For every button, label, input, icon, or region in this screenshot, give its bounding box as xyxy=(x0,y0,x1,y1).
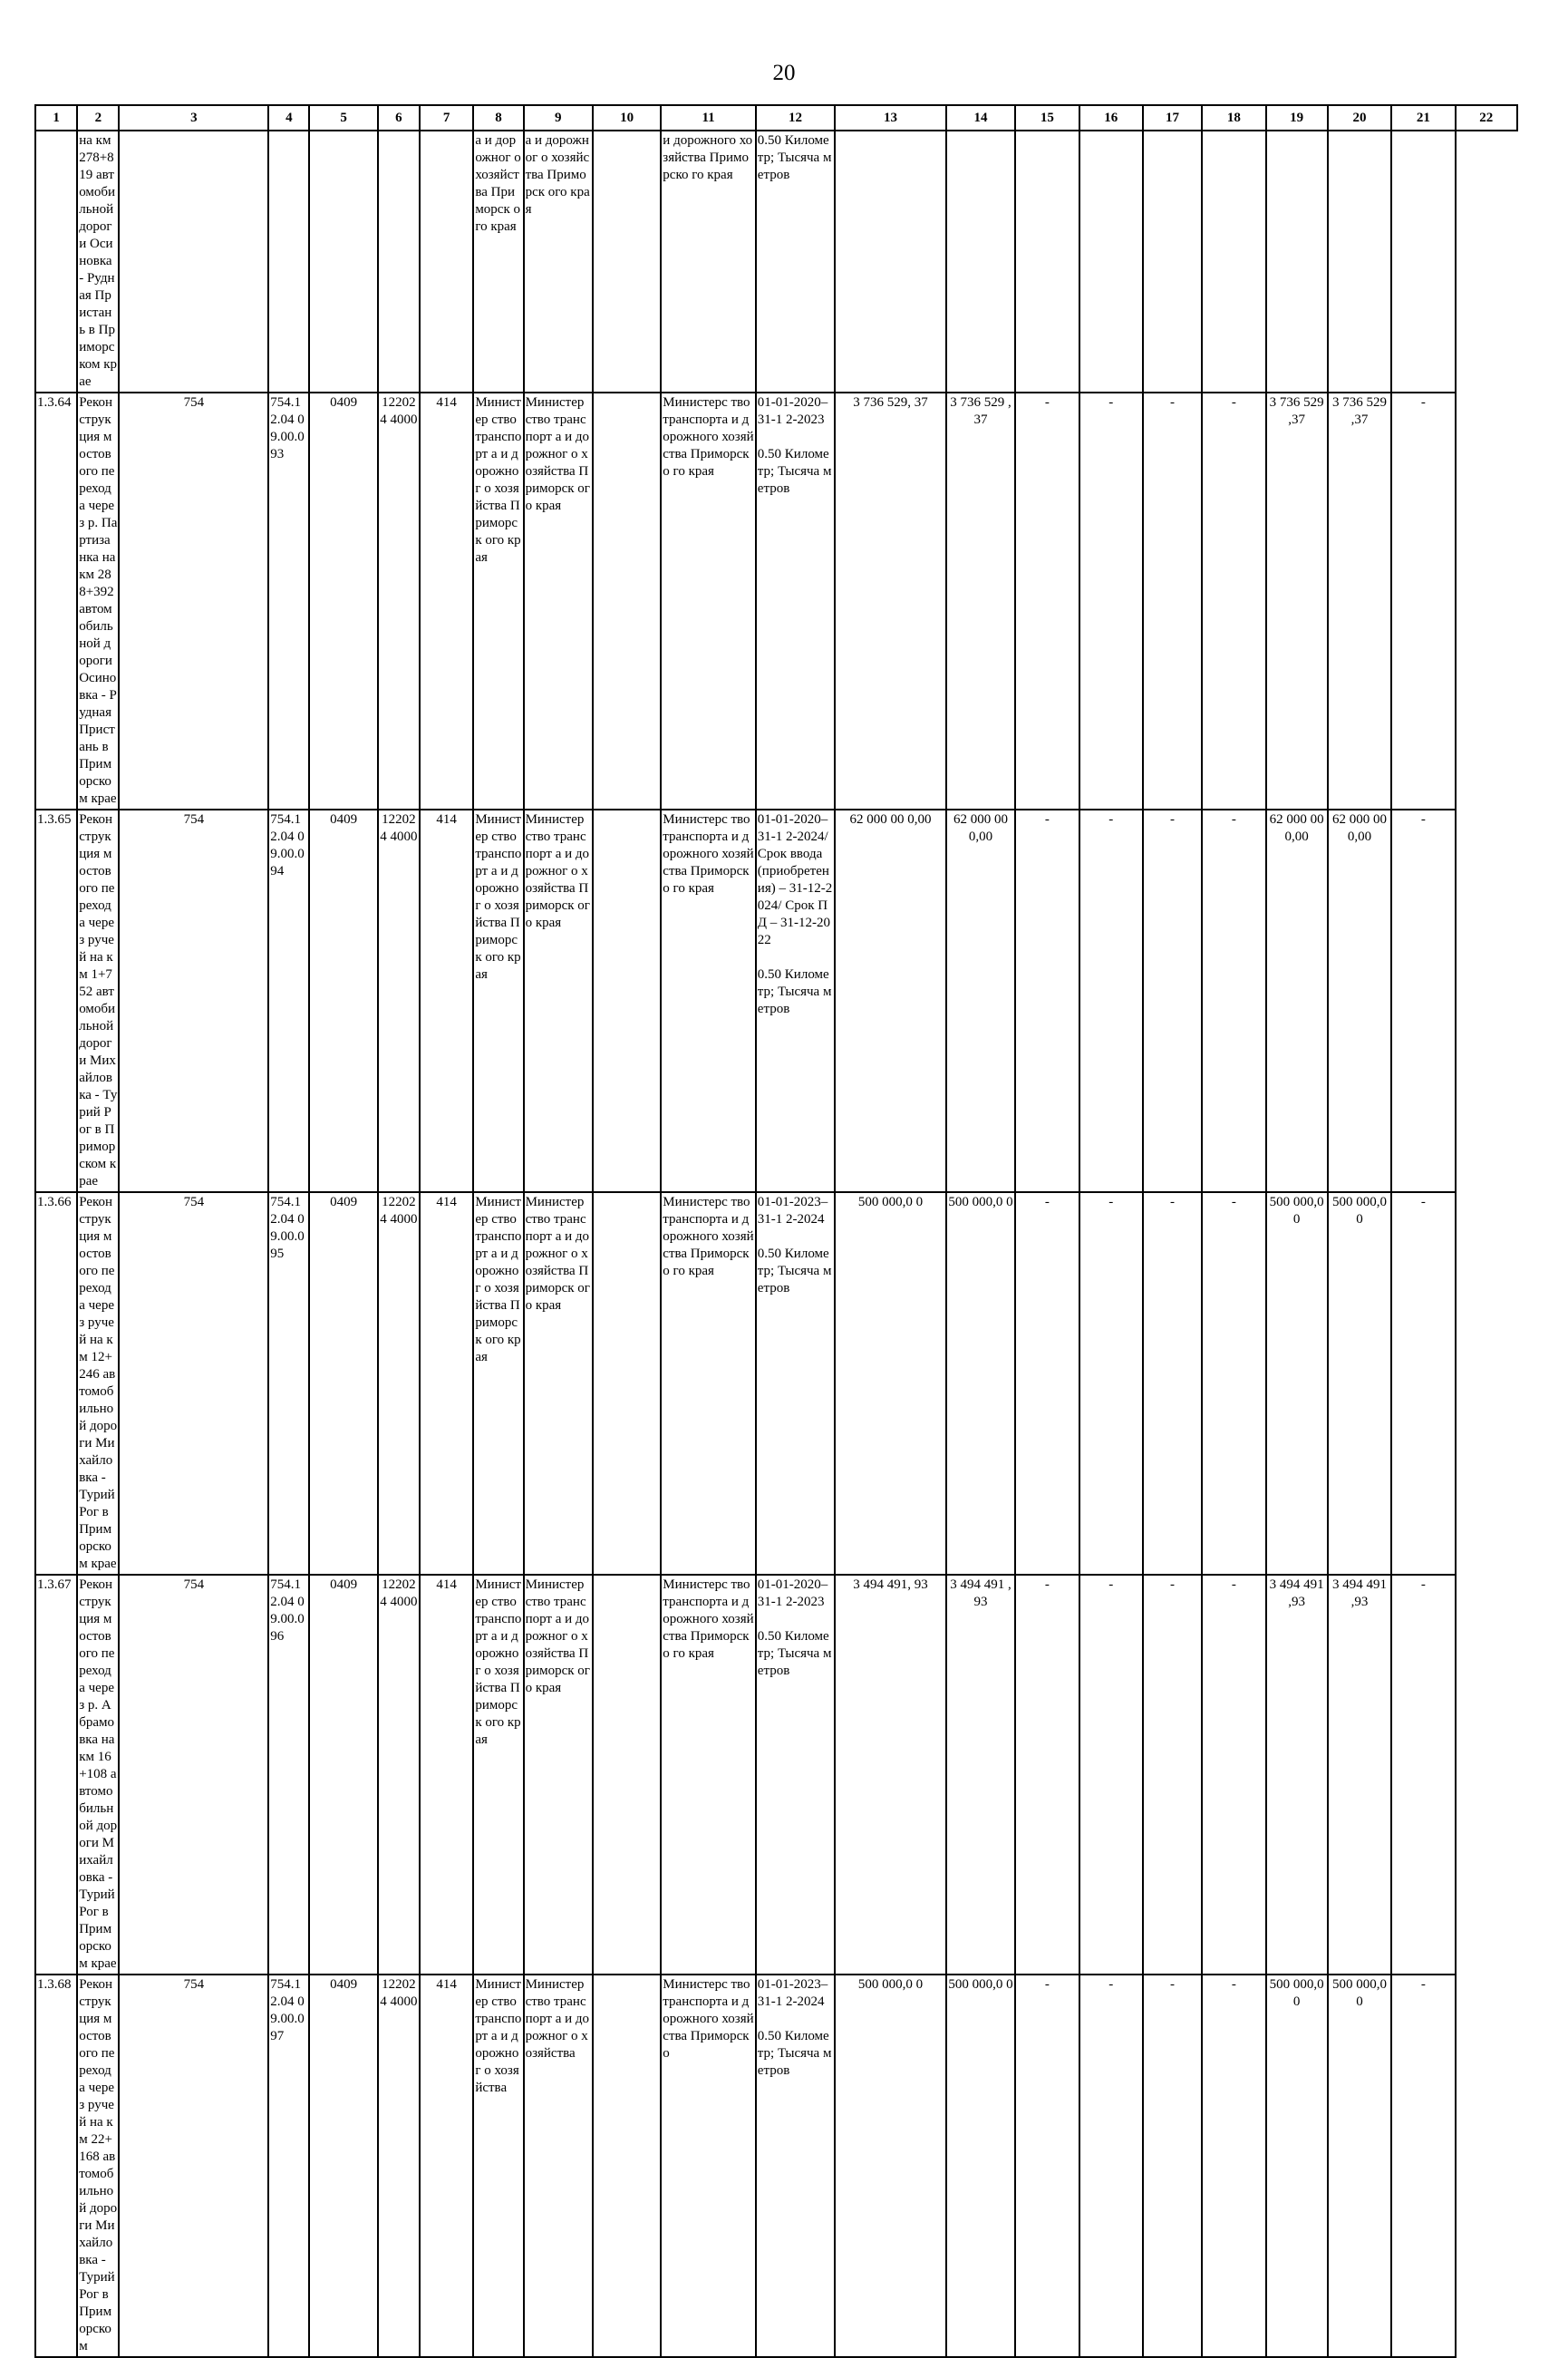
cell-col15: 62 000 00 0,00 xyxy=(946,810,1015,1192)
cell-col18: - xyxy=(1143,1575,1202,1975)
cell-col15: 500 000,0 0 xyxy=(946,1192,1015,1575)
cell-col13 xyxy=(756,1192,835,1575)
cell-col14: 3 736 529, 37 xyxy=(835,393,946,810)
cell-col18: - xyxy=(1143,810,1202,1192)
cell-col10: Министер ство транспорт а и дорожног о хозяйства Приморск ого края xyxy=(524,1192,593,1575)
spacer xyxy=(758,949,833,966)
cell-col19: - xyxy=(1202,810,1265,1192)
cell-col9: Министер ство транспорт а и дорожног о хозяйства Приморск ого края xyxy=(473,393,523,810)
column-header: 6 xyxy=(378,105,420,131)
cell-col7 xyxy=(378,131,420,393)
cell-col20: 500 000,0 0 xyxy=(1266,1975,1328,2357)
cell-col6: 0409 xyxy=(309,1192,377,1575)
table-row xyxy=(35,131,1517,393)
column-header: 13 xyxy=(835,105,946,131)
spacer xyxy=(758,1228,833,1246)
cell-col18: - xyxy=(1143,393,1202,810)
cell-col6: 0409 xyxy=(309,1575,377,1975)
cell-col8: 414 xyxy=(420,810,473,1192)
cell-col20: 500 000,0 0 xyxy=(1266,1192,1328,1575)
cell-col13 xyxy=(756,393,835,810)
cell-col15: 3 736 529 ,37 xyxy=(946,393,1015,810)
cell-col4: 754 xyxy=(119,393,268,810)
cell-col17: - xyxy=(1079,393,1143,810)
implementation-period: 01-01-2023–31-1 2-2024 xyxy=(757,1195,828,1227)
table-row xyxy=(35,1575,1517,1975)
cell-col9: а и дорожног о хозяйства Приморск ого края xyxy=(473,131,523,393)
cell-col17: - xyxy=(1079,1575,1143,1975)
cell-col19 xyxy=(1202,131,1265,393)
cell-col7: 122024 4000 xyxy=(378,1975,420,2357)
row-number: 1.3.67 xyxy=(35,1575,77,1975)
cell-col12: Министерс тво транспорта и дорожного хозяйства Приморско го края xyxy=(661,810,756,1192)
cell-col10: Министер ство транспорт а и дорожног о хозяйства Приморск ого края xyxy=(524,1575,593,1975)
column-header: 2 xyxy=(77,105,119,131)
implementation-period: 01-01-2020–31-1 2-2023 xyxy=(757,395,828,427)
table-row xyxy=(35,393,1517,810)
cell-col20: 3 736 529 ,37 xyxy=(1266,393,1328,810)
table-row xyxy=(35,1975,1517,2357)
capacity: 0.50 Километр; Тысяча метров xyxy=(757,1629,832,1678)
column-header: 12 xyxy=(756,105,835,131)
capacity: 0.50 Километр; Тысяча метров xyxy=(757,967,832,1016)
cell-col4: 754 xyxy=(119,1975,268,2357)
column-header: 15 xyxy=(1015,105,1079,131)
cell-col7: 122024 4000 xyxy=(378,810,420,1192)
table-row xyxy=(35,1192,1517,1575)
cell-col16: - xyxy=(1015,393,1079,810)
column-header: 21 xyxy=(1391,105,1455,131)
cell-col18: - xyxy=(1143,1975,1202,2357)
cell-col7: 122024 4000 xyxy=(378,1575,420,1975)
cell-col16 xyxy=(1015,131,1079,393)
object-name: Реконструкция мостового перехода через ручей на км 1+752 автомобильной дороги Михайловка - Турий Рог в Приморском крае xyxy=(77,810,119,1192)
cell-col13 xyxy=(756,810,835,1192)
cell-col14: 3 494 491, 93 xyxy=(835,1575,946,1975)
object-name: Реконструкция мостового перехода через ручей на км 22+168 автомобильной дороги Михайловка - Турий Рог в Приморском xyxy=(77,1975,119,2357)
column-header: 19 xyxy=(1266,105,1328,131)
cell-col16: - xyxy=(1015,810,1079,1192)
cell-col10: а и дорожног о хозяйства Приморск ого края xyxy=(524,131,593,393)
cell-col15: 3 494 491 ,93 xyxy=(946,1575,1015,1975)
column-header: 18 xyxy=(1202,105,1265,131)
cell-col9: Министер ство транспорт а и дорожног о хозяйства Приморск ого края xyxy=(473,810,523,1192)
cell-col7: 122024 4000 xyxy=(378,1192,420,1575)
cell-col12: Министерс тво транспорта и дорожного хозяйства Приморско го края xyxy=(661,1575,756,1975)
cell-col12: Министерс тво транспорта и дорожного хозяйства Приморско го края xyxy=(661,393,756,810)
cell-col4: 754 xyxy=(119,810,268,1192)
cell-col16: - xyxy=(1015,1975,1079,2357)
spacer xyxy=(758,1611,833,1628)
cell-col13 xyxy=(756,131,835,393)
cell-col5: 754.12.04 09.00.097 xyxy=(268,1975,309,2357)
cell-col22: - xyxy=(1391,1975,1455,2357)
cell-col21 xyxy=(1328,131,1391,393)
cell-col17: - xyxy=(1079,1192,1143,1575)
cell-col13 xyxy=(756,1575,835,1975)
cell-col5: 754.12.04 09.00.096 xyxy=(268,1575,309,1975)
cell-col22: - xyxy=(1391,1192,1455,1575)
cell-col8: 414 xyxy=(420,1575,473,1975)
cell-col15: 500 000,0 0 xyxy=(946,1975,1015,2357)
cell-col22: - xyxy=(1391,393,1455,810)
cell-col14 xyxy=(835,131,946,393)
column-header: 1 xyxy=(35,105,77,131)
implementation-period: 01-01-2023–31-1 2-2024 xyxy=(757,1977,828,2009)
cell-col8: 414 xyxy=(420,393,473,810)
cell-col20: 3 494 491 ,93 xyxy=(1266,1575,1328,1975)
object-name: на км 278+819 автомобильной дороги Осиновка - Рудная Пристань в Приморском крае xyxy=(77,131,119,393)
implementation-period: 01-01-2020–31-1 2-2023 xyxy=(757,1577,828,1609)
cell-col11 xyxy=(593,1192,661,1575)
cell-col12: Министерс тво транспорта и дорожного хозяйства Приморско го края xyxy=(661,1192,756,1575)
column-header: 16 xyxy=(1079,105,1143,131)
cell-col11 xyxy=(593,1975,661,2357)
data-table xyxy=(34,104,1518,2358)
column-header: 3 xyxy=(119,105,268,131)
cell-col10: Министер ство транспорт а и дорожног о хозяйства xyxy=(524,1975,593,2357)
column-header: 9 xyxy=(524,105,593,131)
cell-col17: - xyxy=(1079,810,1143,1192)
cell-col14: 500 000,0 0 xyxy=(835,1975,946,2357)
table-body xyxy=(35,131,1517,2357)
row-number: 1.3.65 xyxy=(35,810,77,1192)
cell-col15 xyxy=(946,131,1015,393)
cell-col6: 0409 xyxy=(309,1975,377,2357)
cell-col20: 62 000 00 0,00 xyxy=(1266,810,1328,1192)
cell-col19: - xyxy=(1202,1192,1265,1575)
column-header: 4 xyxy=(268,105,309,131)
cell-col5 xyxy=(268,131,309,393)
cell-col9: Министер ство транспорт а и дорожног о хозяйства Приморск ого края xyxy=(473,1575,523,1975)
row-number: 1.3.68 xyxy=(35,1975,77,2357)
column-header: 22 xyxy=(1456,105,1517,131)
cell-col12: и дорожного хозяйства Приморско го края xyxy=(661,131,756,393)
cell-col22 xyxy=(1391,131,1455,393)
cell-col6 xyxy=(309,131,377,393)
column-header: 14 xyxy=(946,105,1015,131)
cell-col17 xyxy=(1079,131,1143,393)
row-number: 1.3.64 xyxy=(35,393,77,810)
cell-col18: - xyxy=(1143,1192,1202,1575)
capacity: 0.50 Километр; Тысяча метров xyxy=(757,2029,832,2078)
page-number: 20 xyxy=(772,61,796,85)
object-name: Реконструкция мостового перехода через р. Абрамовка на км 16+108 автомобильной дороги Михайловка - Турий Рог в Приморском крае xyxy=(77,1575,119,1975)
cell-col22: - xyxy=(1391,810,1455,1192)
cell-col19: - xyxy=(1202,1575,1265,1975)
cell-col19: - xyxy=(1202,1975,1265,2357)
cell-col14: 500 000,0 0 xyxy=(835,1192,946,1575)
cell-col13 xyxy=(756,1975,835,2357)
cell-col5: 754.12.04 09.00.095 xyxy=(268,1192,309,1575)
cell-col8: 414 xyxy=(420,1192,473,1575)
cell-col6: 0409 xyxy=(309,810,377,1192)
cell-col4: 754 xyxy=(119,1575,268,1975)
cell-col8 xyxy=(420,131,473,393)
row-number xyxy=(35,131,77,393)
cell-col18 xyxy=(1143,131,1202,393)
cell-col21: 500 000,0 0 xyxy=(1328,1975,1391,2357)
capacity: 0.50 Километр; Тысяча метров xyxy=(757,133,832,182)
header-row xyxy=(35,105,1517,131)
cell-col9: Министер ство транспорт а и дорожног о хозяйства xyxy=(473,1975,523,2357)
column-header: 10 xyxy=(593,105,661,131)
cell-col21: 500 000,0 0 xyxy=(1328,1192,1391,1575)
column-header: 17 xyxy=(1143,105,1202,131)
cell-col17: - xyxy=(1079,1975,1143,2357)
column-header: 5 xyxy=(309,105,377,131)
cell-col16: - xyxy=(1015,1575,1079,1975)
cell-col4: 754 xyxy=(119,1192,268,1575)
cell-col16: - xyxy=(1015,1192,1079,1575)
cell-col9: Министер ство транспорт а и дорожног о хозяйства Приморск ого края xyxy=(473,1192,523,1575)
cell-col11 xyxy=(593,1575,661,1975)
implementation-period: 01-01-2020–31-1 2-2024/ Срок ввода (приобретения) – 31-12-2024/ Срок ПД – 31-12-2022 xyxy=(757,812,833,947)
cell-col21: 62 000 00 0,00 xyxy=(1328,810,1391,1192)
spacer xyxy=(758,429,833,446)
capacity: 0.50 Километр; Тысяча метров xyxy=(757,447,832,496)
cell-col22: - xyxy=(1391,1575,1455,1975)
capacity: 0.50 Километр; Тысяча метров xyxy=(757,1247,832,1295)
cell-col6: 0409 xyxy=(309,393,377,810)
column-header: 7 xyxy=(420,105,473,131)
cell-col5: 754.12.04 09.00.094 xyxy=(268,810,309,1192)
row-number: 1.3.66 xyxy=(35,1192,77,1575)
cell-col7: 122024 4000 xyxy=(378,393,420,810)
cell-col21: 3 494 491 ,93 xyxy=(1328,1575,1391,1975)
object-name: Реконструкция мостового перехода через р. Партизанка на км 288+392 автомобильной дороги Осиновка - Рудная Пристань в Приморском крае xyxy=(77,393,119,810)
cell-col19: - xyxy=(1202,393,1265,810)
cell-col8: 414 xyxy=(420,1975,473,2357)
column-header: 20 xyxy=(1328,105,1391,131)
cell-col5: 754.12.04 09.00.093 xyxy=(268,393,309,810)
cell-col4 xyxy=(119,131,268,393)
cell-col12: Министерс тво транспорта и дорожного хозяйства Приморско xyxy=(661,1975,756,2357)
cell-col14: 62 000 00 0,00 xyxy=(835,810,946,1192)
column-header: 8 xyxy=(473,105,523,131)
spacer xyxy=(758,2011,833,2028)
column-header: 11 xyxy=(661,105,756,131)
cell-col20 xyxy=(1266,131,1328,393)
table-row xyxy=(35,810,1517,1192)
cell-col21: 3 736 529 ,37 xyxy=(1328,393,1391,810)
cell-col11 xyxy=(593,131,661,393)
cell-col11 xyxy=(593,810,661,1192)
cell-col10: Министер ство транспорт а и дорожног о хозяйства Приморск ого края xyxy=(524,393,593,810)
cell-col10: Министер ство транспорт а и дорожног о хозяйства Приморск ого края xyxy=(524,810,593,1192)
object-name: Реконструкция мостового перехода через ручей на км 12+246 автомобильной дороги Михайловка - Турий Рог в Приморском крае xyxy=(77,1192,119,1575)
cell-col11 xyxy=(593,393,661,810)
